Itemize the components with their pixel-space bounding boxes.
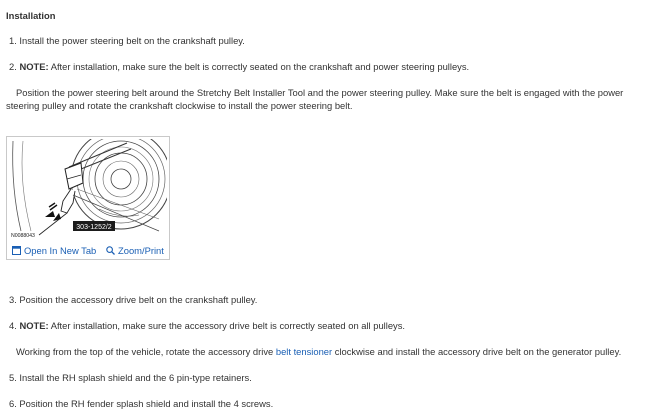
step-6: 6. Position the RH fender splash shield and install the 4 screws. [9, 398, 274, 409]
open-in-new-tab-label: Open In New Tab [24, 245, 97, 256]
step-3: 3. Position the accessory drive belt on the crankshaft pulley. [9, 294, 258, 305]
open-in-new-tab-icon [12, 246, 21, 255]
figure-actions [7, 243, 169, 259]
step-1: 1. Install the power steering belt on the crankshaft pulley. [9, 35, 245, 46]
step-4-note-label: NOTE: [19, 320, 49, 331]
step-4-paragraph-end: clockwise and install the accessory drive belt on the generator pulley. [334, 346, 622, 357]
step-4-paragraph [16, 345, 621, 358]
step-2-paragraph-line-1: Position the power steering belt around the Stretchy Belt Installer Tool and the power steering pulley. Make sure the belt is engaged with the power [16, 87, 624, 98]
step-5: 5. Install the RH splash shield and the 6 pin-type retainers. [9, 372, 252, 383]
figure-card [6, 136, 170, 260]
belt-installation-illustration [9, 139, 167, 239]
step-2-paragraph-line-2: steering pulley and rotate the crankshaft clockwise to install the power steering belt. [6, 100, 353, 111]
open-in-new-tab-link[interactable] [12, 245, 96, 256]
section-heading: Installation [6, 10, 56, 21]
step-2 [9, 60, 469, 73]
zoom-print-link[interactable] [106, 245, 164, 256]
belt-tensioner-link[interactable]: belt tensioner [275, 346, 333, 357]
step-2-note-text: After installation, make sure the belt is correctly seated on the crankshaft and power steering pulleys. [50, 61, 470, 72]
step-2-number: 2. [9, 61, 17, 72]
tool-callout-label: 303-1252/2 [76, 224, 112, 231]
zoom-print-label: Zoom/Print [118, 245, 164, 256]
step-4 [9, 319, 405, 332]
step-4-number: 4. [9, 320, 17, 331]
step-2-note-label: NOTE: [19, 61, 49, 72]
figure-id-label: N0088043 [11, 233, 35, 239]
step-4-note-text: After installation, make sure the accessory drive belt is correctly seated on all pulleys. [50, 320, 406, 331]
magnifier-icon [106, 246, 115, 255]
step-4-paragraph-start: Working from the top of the vehicle, rotate the accessory drive [16, 346, 274, 357]
